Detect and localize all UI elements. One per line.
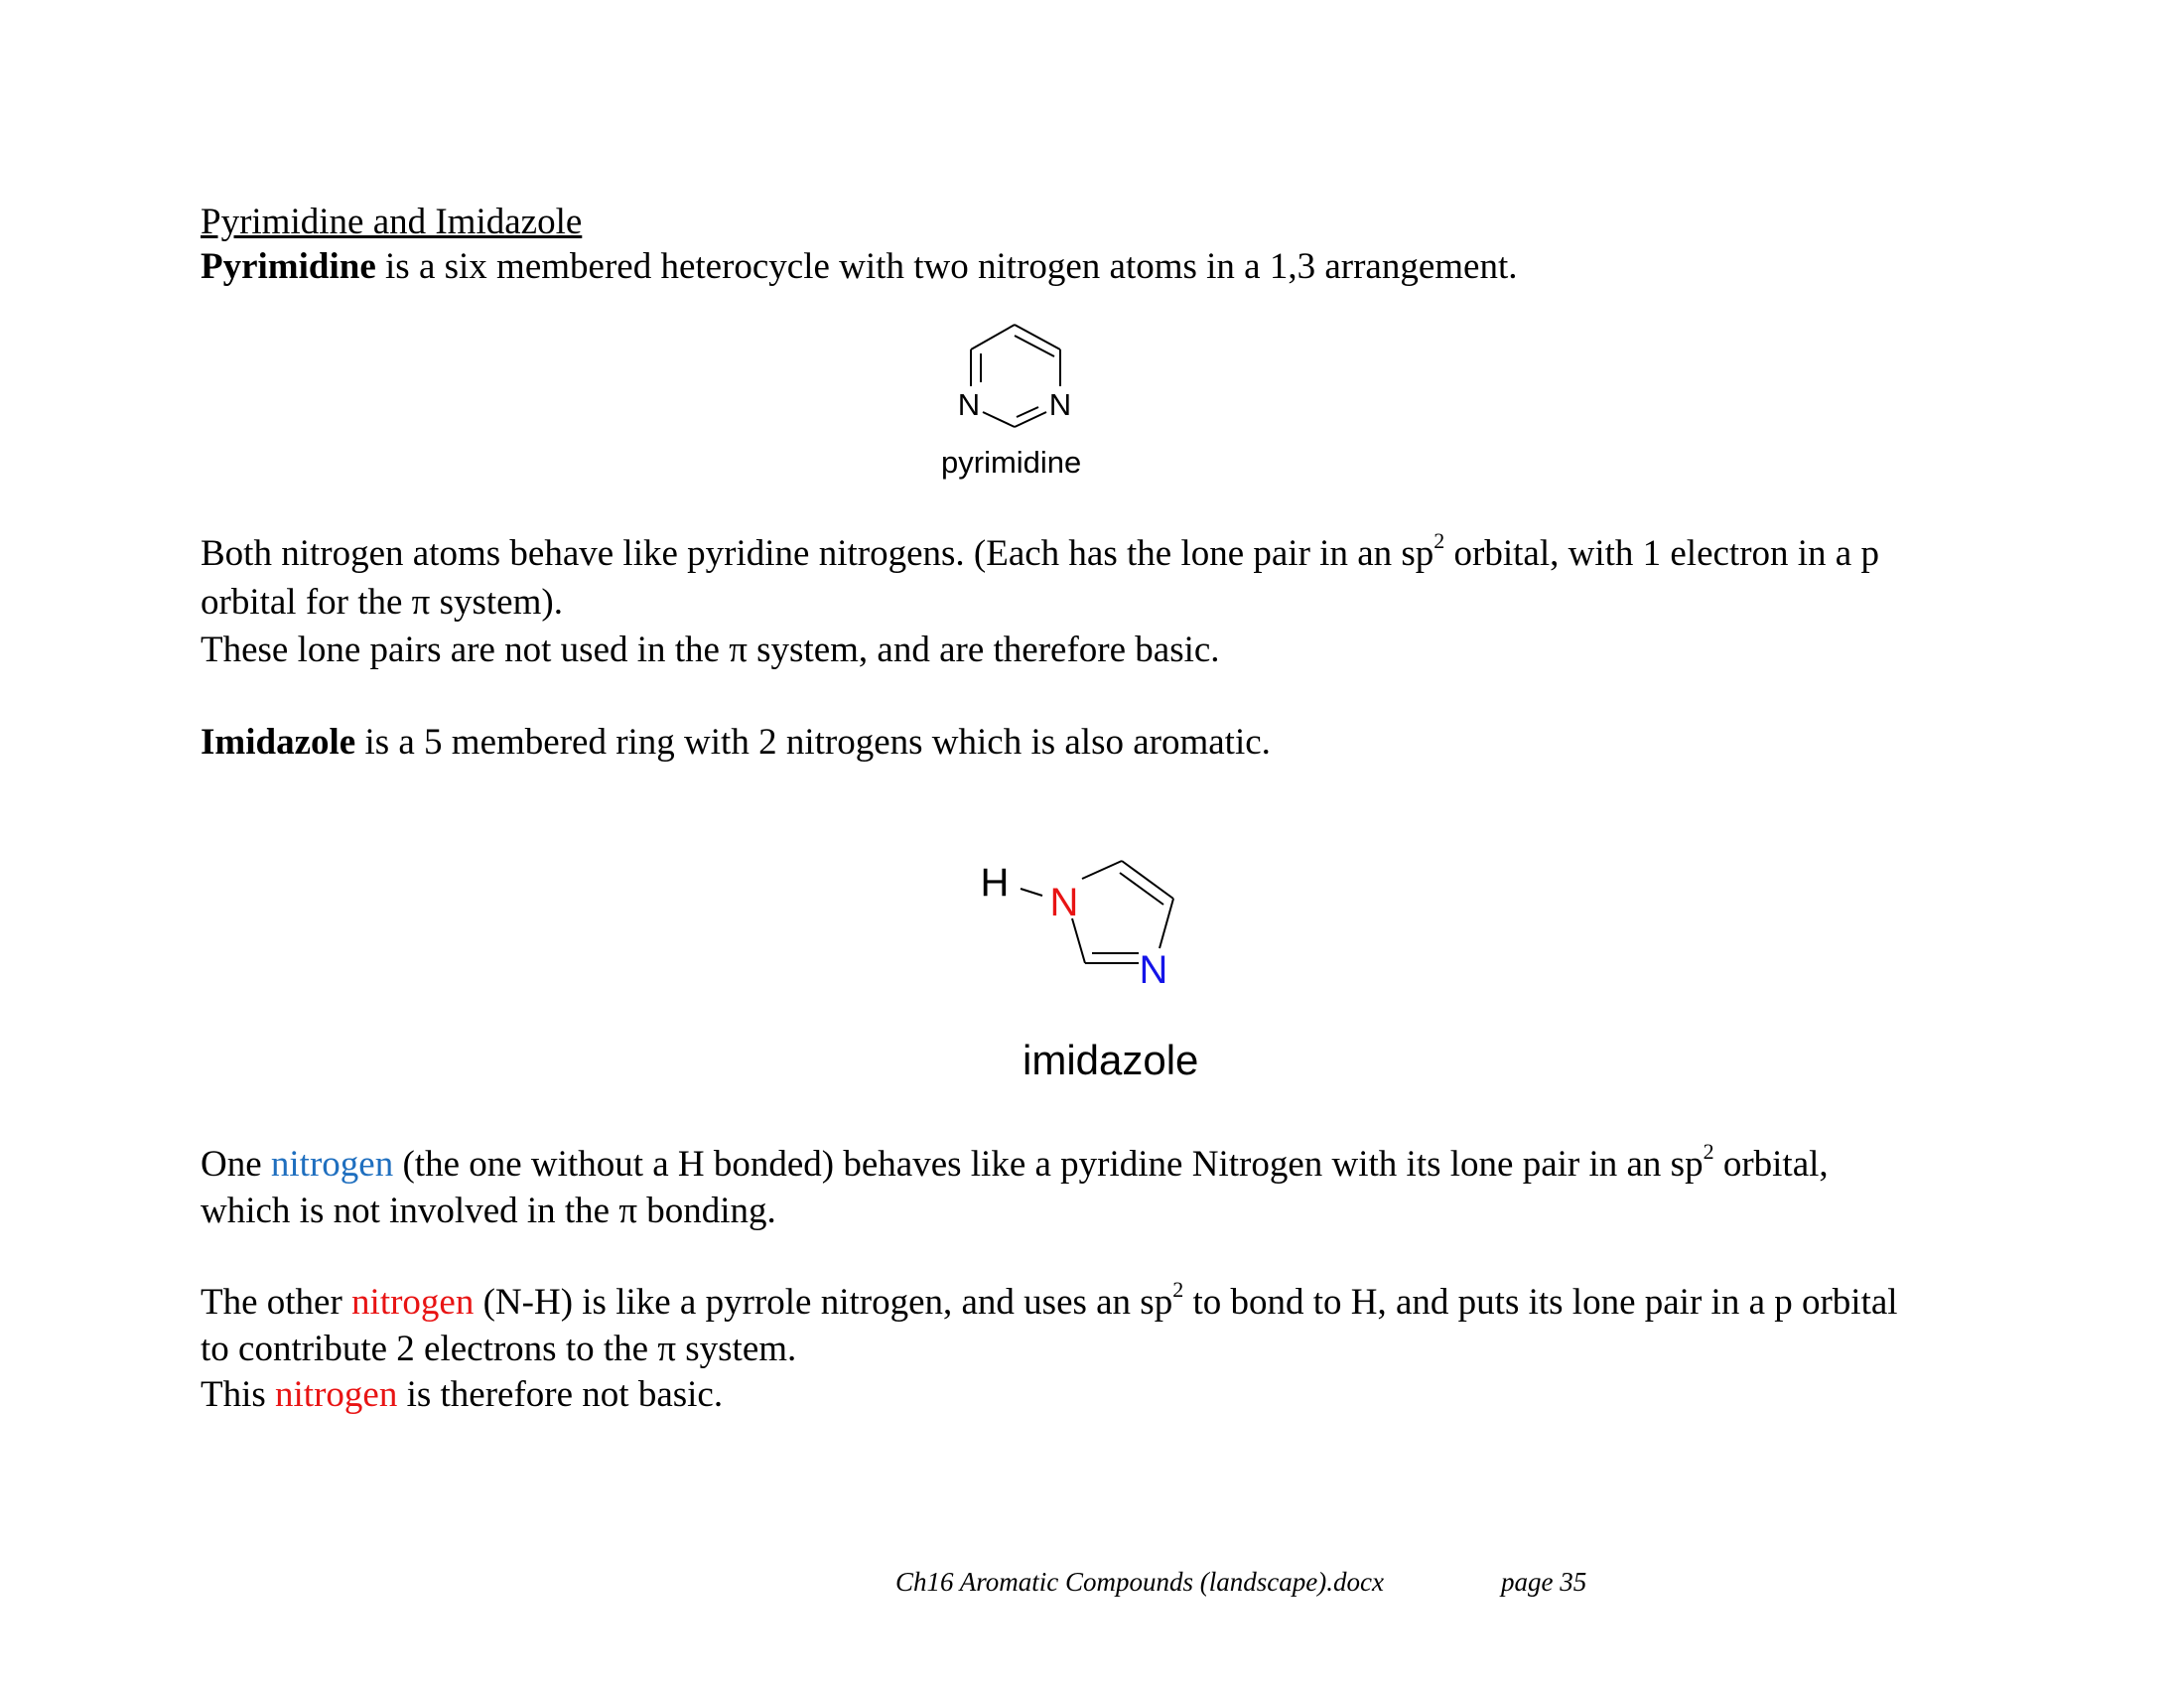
pyrimidine-bonds bbox=[971, 325, 1060, 427]
text-run: The other bbox=[201, 1282, 352, 1323]
text-run: Both nitrogen atoms behave like pyridine nitrogens. (Each has the lone pair in an sp bbox=[201, 533, 1434, 574]
pyrimidine-atom-n-left: N bbox=[957, 387, 981, 422]
pyrimidine-caption: pyrimidine bbox=[941, 445, 1082, 480]
pyrimidine-explanation-line3: These lone pairs are not used in the π system, and are therefore basic. bbox=[201, 630, 1220, 670]
pyrimidine-atom-n-right: N bbox=[1048, 387, 1072, 422]
nitrogen-red-highlight: nitrogen bbox=[351, 1282, 475, 1323]
text-run: (N-H) is like a pyrrole nitrogen, and uses an sp bbox=[474, 1282, 1173, 1323]
pyrimidine-structure bbox=[933, 313, 1112, 432]
nitrogen-blue-highlight: nitrogen bbox=[270, 1144, 394, 1185]
imidazole-intro bbox=[201, 721, 1271, 765]
pyrimidine-intro-text: is a six membered heterocycle with two nitrogen atoms in a 1,3 arrangement. bbox=[375, 246, 1518, 287]
imidazole-para2-line2: to contribute 2 electrons to the π system. bbox=[201, 1329, 797, 1369]
pyrimidine-explanation-line2: orbital for the π system). bbox=[201, 582, 563, 623]
imidazole-term: Imidazole bbox=[201, 722, 356, 763]
text-run: One bbox=[201, 1144, 271, 1185]
imidazole-caption: imidazole bbox=[1023, 1037, 1199, 1083]
section-heading: Pyrimidine and Imidazole bbox=[201, 202, 583, 242]
footer-page-number: page 35 bbox=[1501, 1567, 1587, 1597]
text-run: (the one without a H bonded) behaves like a pyridine Nitrogen with its lone pair in an sp bbox=[393, 1144, 1704, 1185]
text-run: orbital, bbox=[1713, 1144, 1829, 1185]
imidazole-para1-line1 bbox=[201, 1138, 1829, 1187]
imidazole-para2-line3 bbox=[201, 1373, 723, 1417]
imidazole-atom-nh: N bbox=[1049, 881, 1079, 924]
imidazole-atom-h: H bbox=[980, 861, 1010, 905]
imidazole-para2-line1 bbox=[201, 1276, 1898, 1325]
superscript: 2 bbox=[1433, 527, 1445, 553]
text-run: to bond to H, and puts its lone pair in a p orbital bbox=[1183, 1282, 1898, 1323]
footer-filename: Ch16 Aromatic Compounds (landscape).docx bbox=[895, 1567, 1384, 1597]
imidazole-para1-line2: which is not involved in the π bonding. bbox=[201, 1191, 776, 1231]
superscript: 2 bbox=[1703, 1138, 1714, 1164]
superscript: 2 bbox=[1172, 1276, 1184, 1302]
text-run: This bbox=[201, 1374, 276, 1415]
pyrimidine-intro bbox=[201, 245, 1518, 289]
pyrimidine-explanation-line1 bbox=[201, 527, 1879, 576]
imidazole-structure bbox=[973, 844, 1211, 1003]
imidazole-atom-n: N bbox=[1139, 948, 1168, 992]
imidazole-intro-text: is a 5 membered ring with 2 nitrogens which is also aromatic. bbox=[355, 722, 1271, 763]
text-run: orbital, with 1 electron in a p bbox=[1444, 533, 1879, 574]
pyrimidine-term: Pyrimidine bbox=[201, 246, 376, 287]
text-run: is therefore not basic. bbox=[397, 1374, 724, 1415]
nitrogen-red-highlight: nitrogen bbox=[275, 1374, 398, 1415]
